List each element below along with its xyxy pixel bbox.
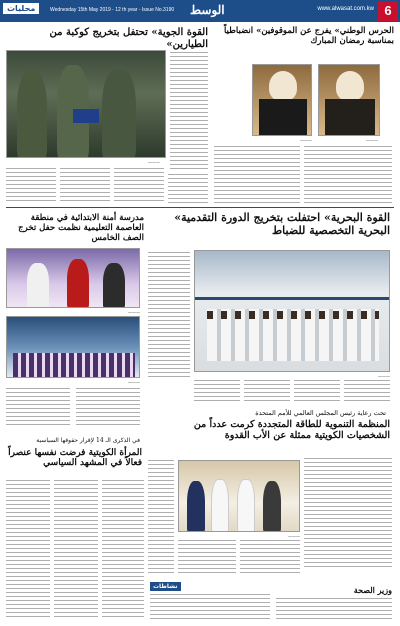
energy-text-col-4: [148, 460, 174, 576]
energy-kicker: تحت رعاية رئيس المجلس العالمي للأمم المتحدة: [255, 409, 386, 417]
health-headline: وزير الصحة: [353, 585, 392, 595]
navy-text-col-2: [194, 380, 240, 404]
energy-photo: [178, 460, 300, 532]
energy-text-col-3: [178, 540, 236, 576]
women-text-col-2: [54, 480, 98, 620]
section-tag: محليات: [3, 3, 39, 14]
school-headline: مدرسة أمنة الابتدائية في منطقة العاصمة التعليمية نظمت حفل تخرج الصف الخامس: [18, 213, 144, 243]
navy-text-col-4: [294, 380, 340, 404]
air-force-headline: القوة الجوية» تحتفل بتخريج كوكبة من الطيارين»: [49, 27, 208, 50]
energy-text-col-1: [304, 458, 392, 568]
national-guard-caption-2: ———: [366, 138, 378, 143]
air-force-caption: ———: [148, 160, 160, 165]
school-photo-2: [6, 316, 140, 378]
navy-text-col-5: [344, 380, 390, 404]
school-caption-2: ———: [128, 380, 140, 385]
navy-text-col-3: [244, 380, 290, 404]
air-force-text-col-3: [60, 168, 110, 204]
section-divider: [6, 207, 394, 208]
masthead: [0, 0, 400, 22]
air-force-photo: [6, 50, 166, 158]
school-photo-1: [6, 248, 140, 308]
newspaper-logo: الوسط: [190, 3, 225, 17]
page-number: 6: [378, 1, 398, 21]
women-text-col-3: [102, 480, 144, 620]
navy-photo: [194, 250, 390, 372]
air-force-text-col-1: [170, 52, 208, 170]
national-guard-text-col-2: [304, 146, 392, 204]
women-text-col-1: [6, 480, 50, 620]
school-text-col-2: [76, 388, 140, 428]
energy-headline: المنظمة التنموية للطاقة المتجددة كرمت عدداً من الشخصيات الكويتية ممثلة عن الأب القدوة: [193, 419, 390, 441]
energy-text-col-2: [240, 540, 300, 576]
national-guard-text-col-1: [214, 146, 300, 204]
navy-text-col-1: [148, 252, 190, 378]
air-force-text-col-5: [168, 174, 208, 204]
national-guard-photo-2: [318, 64, 380, 136]
national-guard-caption-1: ———: [300, 138, 312, 143]
health-text: [276, 598, 392, 622]
navy-headline: القوة البحرية» احتفلت بتخريج الدورة التقدمية» البحرية التخصصية للضباط: [174, 211, 390, 237]
dateline: Wednesday 15th May 2019 - 12 th year - Issue No.3190: [50, 7, 175, 13]
national-guard-photo-1: [252, 64, 312, 136]
women-kicker: في الذكرى الـ 14 لإقرار حقوقها السياسية: [36, 437, 140, 444]
navy-caption: ———: [378, 374, 390, 379]
air-force-text-col-2: [6, 168, 56, 204]
energy-caption: ———: [288, 534, 300, 539]
school-text-col-1: [6, 388, 70, 428]
briefs-text: [150, 594, 270, 622]
national-guard-headline: الحرس الوطني» يفرج عن الموقوفين» انضباطياً بمناسبة رمضان المبارك: [223, 26, 394, 46]
school-caption-1: ———: [128, 310, 140, 315]
site-url[interactable]: www.alwasat.com.kw: [317, 6, 374, 12]
air-force-text-col-4: [114, 168, 164, 204]
briefs-label: نشاطات: [150, 582, 181, 591]
women-headline: المرأة الكويتية فرضت نفسها عنصراً فعالاً في المشهد السياسي: [8, 448, 142, 469]
